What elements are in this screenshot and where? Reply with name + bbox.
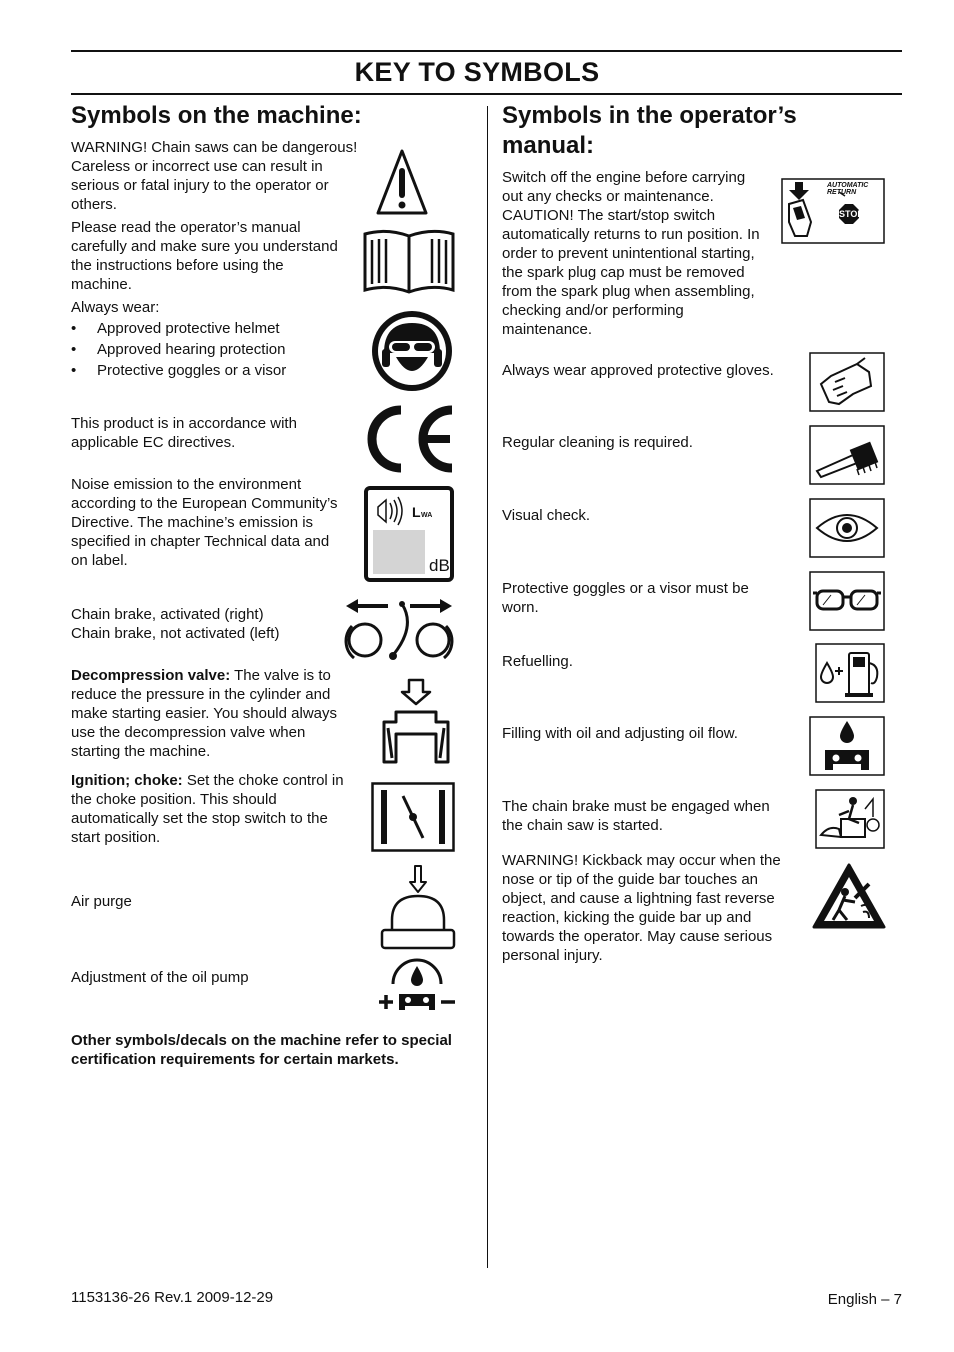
auto-return-label: AUTOMATIC RETURN — [827, 182, 869, 196]
decompression-text — [71, 666, 353, 761]
page-title: KEY TO SYMBOLS — [354, 57, 600, 87]
oil-pump-adjust-icon — [377, 958, 457, 1014]
title-rule — [71, 93, 902, 95]
gloves-text: Always wear approved protective gloves. — [502, 362, 774, 379]
air-purge-text: Air purge — [71, 893, 132, 910]
page-number: English – 7 — [827, 1291, 902, 1308]
oil-filling-text: Filling with oil and adjusting oil flow. — [502, 725, 738, 742]
manual-text: Please read the operator’s manual carefully and make sure you understand the instructions before using the machine. — [71, 219, 338, 293]
ignition-choke-icon — [371, 782, 455, 852]
db-label: dB — [429, 556, 450, 575]
lwa-label: L — [412, 504, 421, 520]
brake-left-text: Chain brake, not activated (left) — [71, 625, 280, 642]
always-wear-text: Always wear: — [71, 299, 160, 316]
noise-text: Noise emission to the environment according to the European Community’s Directive. The machine’s emission is specified in chapter Technical data and on label. — [71, 476, 338, 569]
kickback-warning-icon — [811, 862, 887, 930]
cleaning-brush-icon — [809, 425, 885, 485]
brake-start-text: The chain brake must be engaged when the chain saw is started. — [502, 798, 770, 834]
warning-text: WARNING! Chain saws can be dangerous! Careless or incorrect use can result in serious or fatal injury to the operator or others. — [71, 139, 358, 213]
ce-mark-icon — [356, 404, 456, 474]
column-divider — [487, 106, 488, 1268]
gloves-icon — [809, 352, 885, 412]
oil-filling-icon — [809, 716, 885, 776]
right-section-title: Symbols in the operator’s manual: — [502, 102, 797, 159]
stop-label: STOP — [839, 209, 864, 219]
visual-check-text: Visual check. — [502, 507, 591, 524]
helmet-hearing-goggles-icon — [370, 309, 454, 393]
warning-triangle-icon — [376, 148, 428, 216]
goggles-text: Protective goggles or a visor must be worn. — [502, 580, 749, 616]
list-item: • Protective goggles or a visor — [71, 360, 286, 381]
brake-right-text: Chain brake, activated (right) — [71, 606, 264, 623]
decompression-label: Decompression valve: — [71, 667, 231, 684]
goggles-icon — [809, 571, 885, 631]
ignition-choke-text — [71, 771, 353, 847]
top-rule — [71, 50, 902, 52]
noise-label-icon — [364, 486, 454, 582]
refuelling-text: Refuelling. — [502, 653, 573, 670]
protective-gear-list — [71, 318, 286, 381]
document-code: 1153136-26 Rev.1 2009-12-29 — [71, 1289, 274, 1306]
read-manual-icon — [362, 228, 456, 296]
air-purge-icon — [380, 864, 456, 952]
refuelling-icon — [815, 643, 885, 703]
left-section-title: Symbols on the machine: — [71, 102, 362, 129]
list-item: • Approved hearing protection — [71, 339, 286, 360]
decompression-desc: The valve is to reduce the pressure in the cylinder and make starting easier. You should always use the decompression valve when starting the machine. — [71, 667, 337, 760]
list-item: • Approved protective helmet — [71, 318, 286, 339]
lwa-subscript: WA — [421, 512, 433, 519]
switch-off-text: Switch off the engine before carrying out any checks or maintenance. CAUTION! The start/stop switch automatically returns to run position. In order to prevent unintentional starting, the spark plug cap must be removed from the spark plug when assembling, checking and/or performing maintenance. — [502, 169, 760, 338]
auto-return-stop-icon — [781, 178, 885, 244]
cleaning-text: Regular cleaning is required. — [502, 434, 693, 451]
kickback-text: WARNING! Kickback may occur when the nose or tip of the guide bar touches an object, and cause a lightning fast reverse reaction, kicking the guide bar up and towards the operator. May cause serious personal injury. — [502, 852, 781, 964]
chain-brake-icon — [342, 596, 456, 662]
ec-text: This product is in accordance with applicable EC directives. — [71, 415, 297, 451]
oil-pump-text: Adjustment of the oil pump — [71, 969, 249, 986]
other-symbols-text: Other symbols/decals on the machine refer to special certification requirements for certain markets. — [71, 1032, 452, 1068]
eye-icon — [809, 498, 885, 558]
ignition-choke-desc: Set the choke control in the choke position. This should automatically set the stop switch to the start position. — [71, 772, 344, 846]
chain-brake-start-icon — [815, 789, 885, 849]
ignition-choke-label: Ignition; choke: — [71, 772, 183, 789]
decompression-valve-icon — [376, 678, 456, 766]
